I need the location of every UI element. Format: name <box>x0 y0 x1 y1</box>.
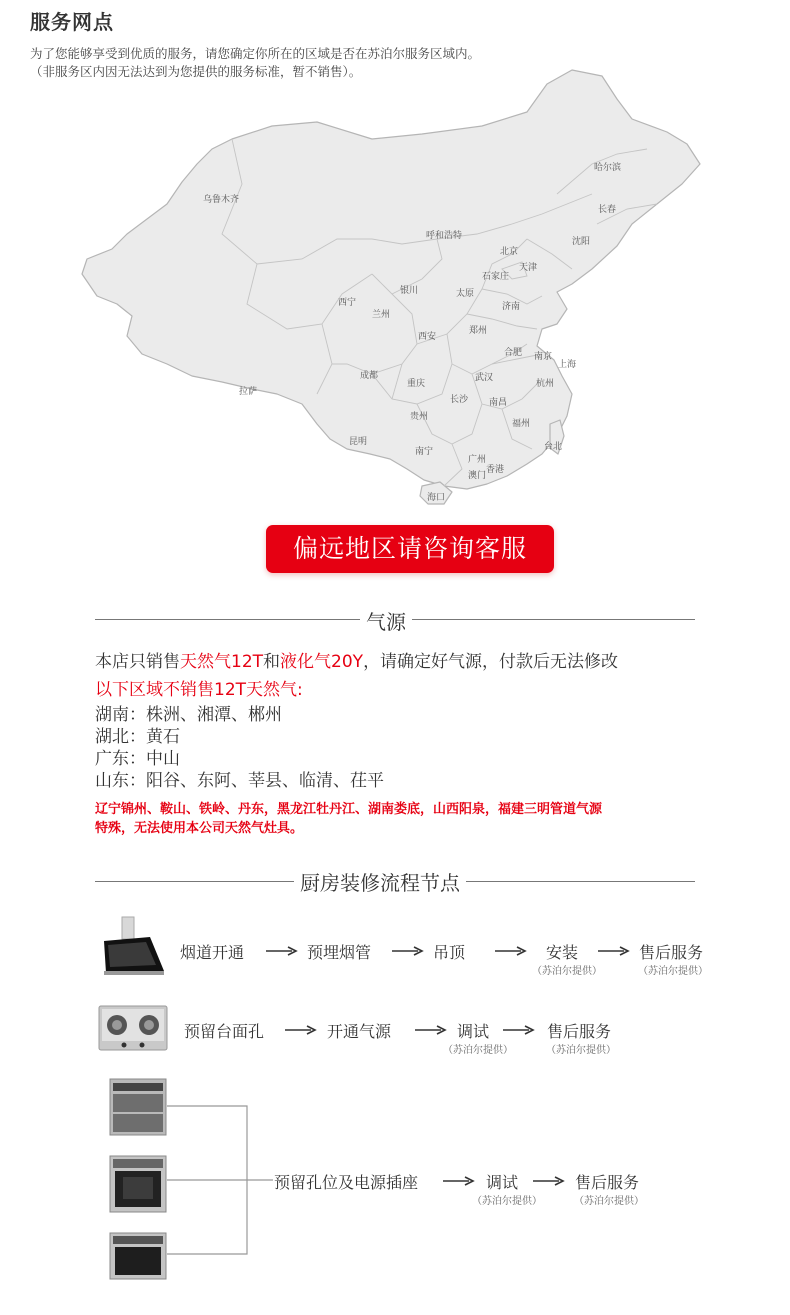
arrow-right-icon <box>392 945 426 957</box>
provider-note: （苏泊尔提供） <box>574 1196 644 1207</box>
arrow-right-icon <box>443 1175 477 1187</box>
step-preembed-pipe: 预埋烟管 <box>307 943 372 962</box>
step-open-gas: 开通气源 <box>327 1022 392 1041</box>
disinfection-cabinet-image <box>109 1078 167 1136</box>
china-map <box>72 64 712 514</box>
step-debug: 调试 <box>486 1173 519 1192</box>
city-hohhot: 呼和浩特 <box>426 231 463 241</box>
city-changsha: 长沙 <box>450 395 469 405</box>
city-nanjing: 南京 <box>534 352 553 362</box>
china-outline <box>82 70 700 489</box>
city-guiyang: 贵州 <box>410 412 429 422</box>
city-taibei: 台北 <box>544 442 563 452</box>
special-areas-line1: 辽宁锦州、鞍山、铁岭、丹东，黑龙江牡丹江、湖南娄底，山西阳泉，福建三明管道气源 <box>95 802 603 817</box>
provider-note: （苏泊尔提供） <box>472 1196 542 1207</box>
city-changchun: 长春 <box>598 205 617 215</box>
city-beijing: 北京 <box>500 247 519 257</box>
provider-note: （苏泊尔提供） <box>532 966 602 977</box>
arrow-right-icon <box>415 1024 449 1036</box>
city-kunming: 昆明 <box>349 437 368 447</box>
city-shanghai: 上海 <box>558 360 577 370</box>
region-shandong: 山东：阳谷、东阿、莘县、临清、茌平 <box>95 771 384 791</box>
arrow-right-icon <box>495 945 529 957</box>
city-chengdu: 成都 <box>360 371 379 381</box>
arrow-right-icon <box>533 1175 567 1187</box>
step-aftersales: 售后服务 <box>639 943 704 962</box>
city-hongkong: 香港 <box>486 465 505 475</box>
city-shenyang: 沈阳 <box>572 237 591 247</box>
city-urumqi: 乌鲁木齐 <box>203 195 240 205</box>
range-hood-image <box>100 915 168 977</box>
arrow-right-icon <box>266 945 300 957</box>
city-xining: 西宁 <box>338 298 357 308</box>
city-macau: 澳门 <box>468 471 487 481</box>
step-debug: 调试 <box>457 1022 490 1041</box>
city-nanchang: 南昌 <box>489 398 508 408</box>
city-harbin: 哈尔滨 <box>594 163 622 173</box>
city-hefei: 合肥 <box>504 348 523 358</box>
arrow-right-icon <box>598 945 632 957</box>
bracket-connector <box>167 1100 273 1260</box>
city-hangzhou: 杭州 <box>536 379 555 389</box>
step-aftersales: 售后服务 <box>547 1022 612 1041</box>
city-lanzhou: 兰州 <box>372 310 391 320</box>
city-chongqing: 重庆 <box>407 379 426 389</box>
gas-hob-image <box>98 1005 168 1051</box>
region-guangdong: 广东：中山 <box>95 749 180 769</box>
city-shijiazhuang: 石家庄 <box>482 272 510 282</box>
steam-oven-image <box>109 1232 167 1280</box>
city-wuhan: 武汉 <box>475 373 494 383</box>
city-zhengzhou: 郑州 <box>469 326 488 336</box>
city-tianjin: 天津 <box>519 263 538 273</box>
step-ceiling: 吊顶 <box>433 943 466 962</box>
process-section-title: 厨房装修流程节点 <box>294 867 466 896</box>
service-note-sub: （非服务区内因无法达到为您提供的服务标准，暂不销售）。 <box>30 64 362 79</box>
arrow-right-icon <box>503 1024 537 1036</box>
provider-note: （苏泊尔提供） <box>443 1045 513 1056</box>
city-lhasa: 拉萨 <box>239 387 258 397</box>
region-hubei: 湖北：黄石 <box>95 727 180 747</box>
step-aftersales: 售后服务 <box>575 1173 640 1192</box>
provider-note: （苏泊尔提供） <box>546 1045 616 1056</box>
city-fuzhou: 福州 <box>512 419 531 429</box>
gas-statement: 本店只销售天然气12T和液化气20Y，请确定好气源，付款后无法修改 <box>95 652 619 672</box>
service-note: 为了您能够享受到优质的服务，请您确定你所在的区域是否在苏泊尔服务区域内。 <box>30 46 481 61</box>
gas-section-title: 气源 <box>360 606 412 635</box>
step-flue-opening: 烟道开通 <box>180 943 245 962</box>
city-guangzhou: 广州 <box>468 455 487 465</box>
step-reserve-socket: 预留孔位及电源插座 <box>274 1173 419 1192</box>
city-xian: 西安 <box>418 332 437 342</box>
special-areas-line2: 特殊，无法使用本公司天然气灶具。 <box>95 821 304 836</box>
arrow-right-icon <box>285 1024 319 1036</box>
city-nanning: 南宁 <box>415 447 434 457</box>
step-reserve-countertop-hole: 预留台面孔 <box>184 1022 265 1041</box>
page-title: 服务网点 <box>30 10 114 34</box>
remote-area-banner: 偏远地区请咨询客服 <box>266 525 554 573</box>
step-install: 安装 <box>546 943 579 962</box>
city-jinan: 济南 <box>502 302 521 312</box>
gas-warning: 以下区域不销售12T天然气: <box>95 680 303 700</box>
region-hunan: 湖南：株洲、湘潭、郴州 <box>95 705 282 725</box>
oven-image <box>109 1155 167 1213</box>
city-taiyuan: 太原 <box>456 289 475 299</box>
provider-note: （苏泊尔提供） <box>638 966 708 977</box>
city-haikou: 海口 <box>427 493 446 503</box>
city-yinchuan: 银川 <box>400 286 419 296</box>
